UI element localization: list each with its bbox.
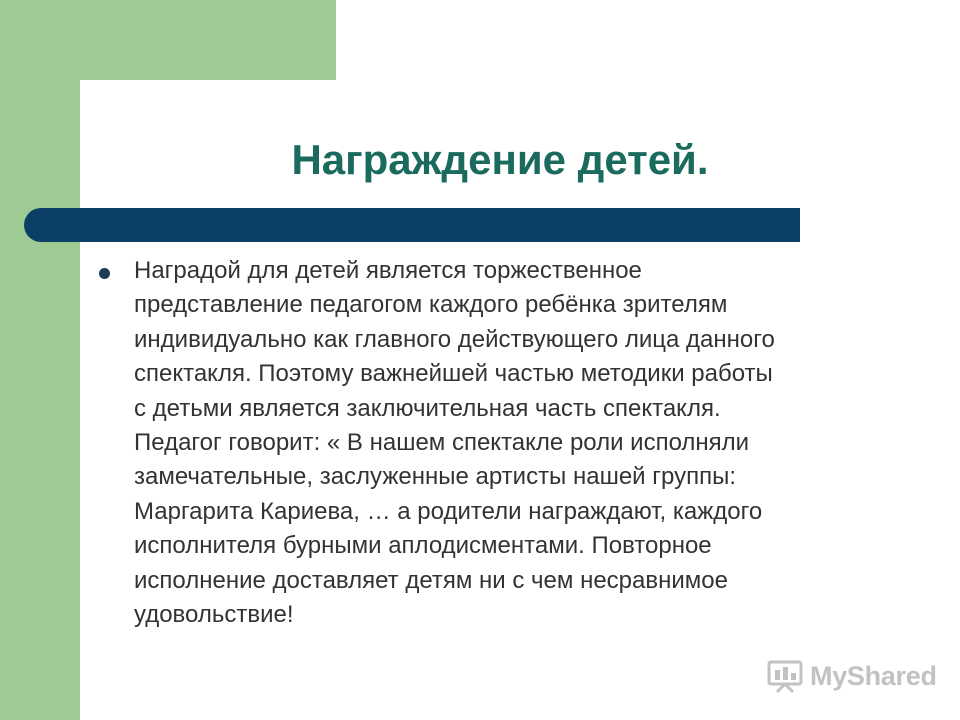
body-line: исполнение доставляет детям ни с чем несравнимое [134,566,728,594]
presentation-board-icon [766,658,804,694]
bullet-dot-icon [99,268,110,279]
body-line: Педагог говорит: « В нашем спектакле роли исполняли [134,429,750,457]
body-line: индивидуально как главного действующего лица данного [134,325,775,353]
body-line: исполнителя бурными аплодисментами. Повторное [134,532,712,560]
body-line: с детьми является заключительная часть спектакля. [134,394,721,422]
body-line: удовольствие! [134,601,294,629]
green-accent-top [0,0,336,80]
title-underline-bar [24,208,800,242]
body-line: Маргарита Кариева, … а родители награждают, каждого [134,497,763,525]
myshared-watermark [766,656,937,696]
green-accent-left [0,0,80,720]
body-paragraph [134,254,904,632]
watermark-text: MyShared [810,660,937,691]
body-line: замечательные, заслуженные артисты нашей группы: [134,463,736,491]
body-line: спектакля. Поэтому важнейшей частью методики работы [134,360,773,388]
body-line: Наградой для детей является торжественное [134,257,642,284]
slide-title: Награждение детей. [291,136,709,183]
body-line: представление педагогом каждого ребёнка зрителям [134,291,728,319]
